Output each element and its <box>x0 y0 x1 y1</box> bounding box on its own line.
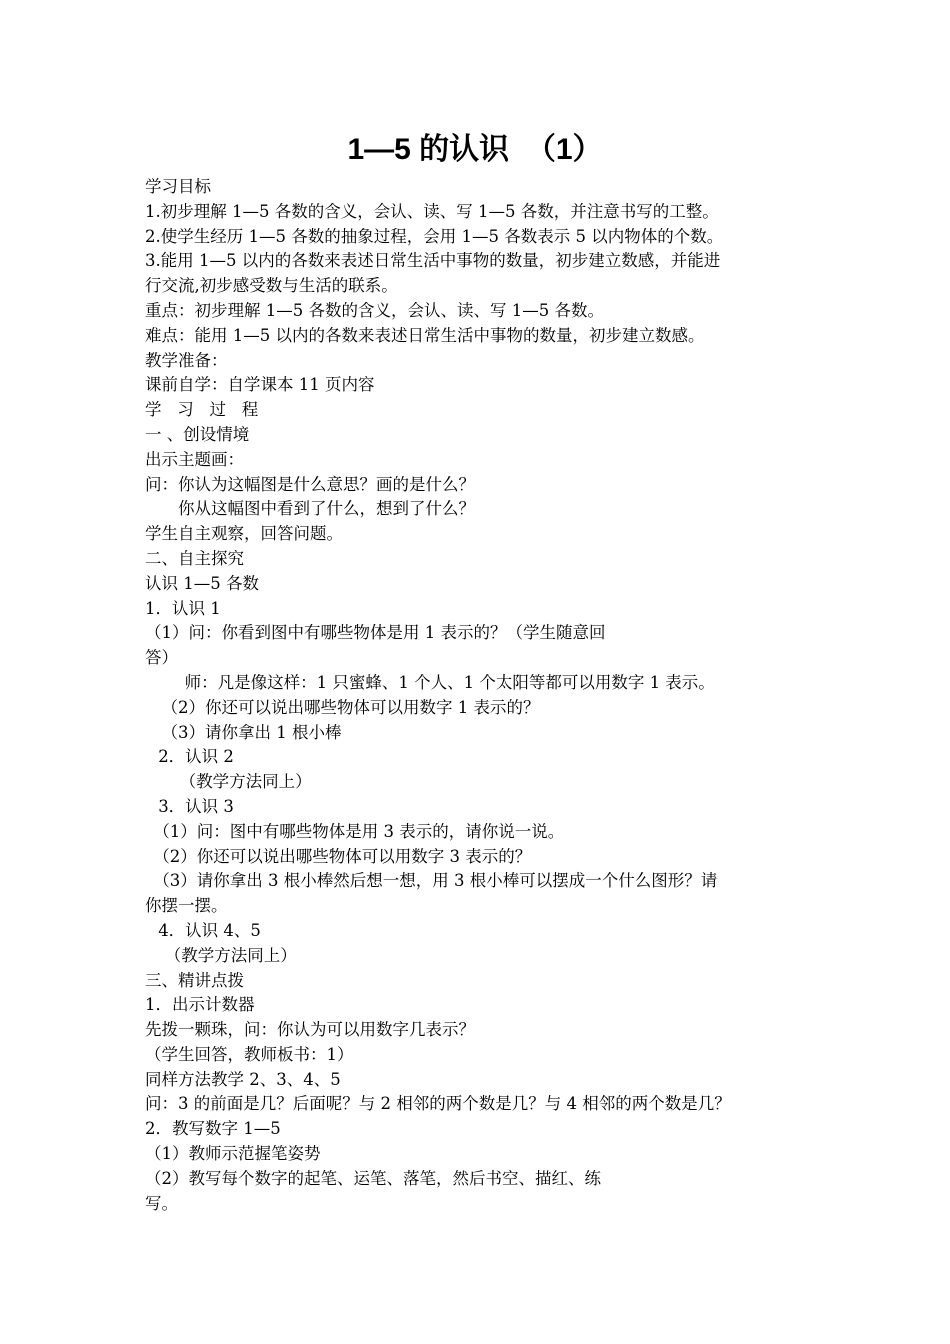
text-line: 3.能用 1—5 以内的各数来表述日常生活中事物的数量，初步建立数感，并能进 <box>145 251 721 271</box>
text-line: （3）请你拿出 3 根小棒然后想一想，用 3 根小棒可以摆成一个什么图形？请 <box>153 871 718 891</box>
text-line: 1．出示计数器 <box>145 995 255 1015</box>
text-line: 师：凡是像这样：1 只蜜蜂、1 个人、1 个太阳等都可以用数字 1 表示。 <box>184 672 715 692</box>
text-line: 你摆一摆。 <box>145 896 228 916</box>
text-line: 学生自主观察，回答问题。 <box>145 524 343 544</box>
text-line: （2）你还可以说出哪些物体可以用数字 3 表示的？ <box>153 846 532 866</box>
text-line: 1.初步理解 1—5 各数的含义，会认、读、写 1—5 各数，并注意书写的工整。 <box>145 201 719 221</box>
text-line: 教学准备： <box>145 350 228 370</box>
text-line: （1）问：图中有哪些物体是用 3 表示的，请你说一说。 <box>153 821 565 841</box>
text-line: （3）请你拿出 1 根小棒 <box>161 722 342 742</box>
text-line: （1）问：你看到图中有哪些物体是用 1 表示的？（学生随意回 <box>145 623 606 643</box>
text-line: 3．认识 3 <box>158 796 234 816</box>
text-line: 问：3 的前面是几？后面呢？与 2 相邻的两个数是几？与 4 相邻的两个数是几？ <box>145 1094 731 1114</box>
text-line: 4．认识 4、5 <box>158 920 261 940</box>
text-line: 先拨一颗珠，问：你认为可以用数字几表示？ <box>145 1020 475 1040</box>
text-line: 学习目标 <box>145 177 211 196</box>
text-line: 同样方法教学 2、3、4、5 <box>145 1069 341 1089</box>
text-line: （教学方法同上） <box>164 945 297 965</box>
text-line: 三、精讲点拨 <box>145 970 244 990</box>
text-line: 一 、创设情境 <box>145 424 250 444</box>
text-line: （2）你还可以说出哪些物体可以用数字 1 表示的？ <box>161 697 540 717</box>
text-line: 认识 1—5 各数 <box>145 573 259 593</box>
text-line: 2．教写数字 1—5 <box>145 1119 281 1139</box>
text-line: 2.使学生经历 1—5 各数的抽象过程，会用 1—5 各数表示 5 以内物体的个数。 <box>145 226 724 246</box>
text-line: 重点：初步理解 1—5 各数的含义，会认、读、写 1—5 各数。 <box>145 300 604 320</box>
text-line: 课前自学：自学课本 11 页内容 <box>145 375 375 395</box>
text-line: 你从这幅图中看到了什么，想到了什么？ <box>178 499 475 519</box>
text-line: 答） <box>145 648 178 668</box>
text-line: （教学方法同上） <box>179 772 312 792</box>
document-title: 1—5 的认识 （1） <box>347 133 603 166</box>
text-line: （1）教师示范握笔姿势 <box>145 1144 321 1164</box>
text-line: （学生回答，教师板书：1） <box>145 1044 354 1064</box>
text-line: 1．认识 1 <box>145 598 221 618</box>
text-line: 写。 <box>145 1193 178 1213</box>
document-body <box>145 175 810 1216</box>
text-line: 出示主题画： <box>145 449 244 469</box>
text-line: （2）教写每个数字的起笔、运笔、落笔，然后书空、描红、练 <box>145 1168 601 1188</box>
text-line: 难点：能用 1—5 以内的各数来表述日常生活中事物的数量，初步建立数感。 <box>145 325 705 345</box>
text-line: 2．认识 2 <box>158 747 234 767</box>
text-line: 行交流,初步感受数与生活的联系。 <box>145 276 398 296</box>
text-line: 学 习 过 程 <box>145 400 259 420</box>
text-line: 问：你认为这幅图是什么意思？画的是什么？ <box>145 474 475 494</box>
text-line: 二、自主探究 <box>145 548 244 568</box>
